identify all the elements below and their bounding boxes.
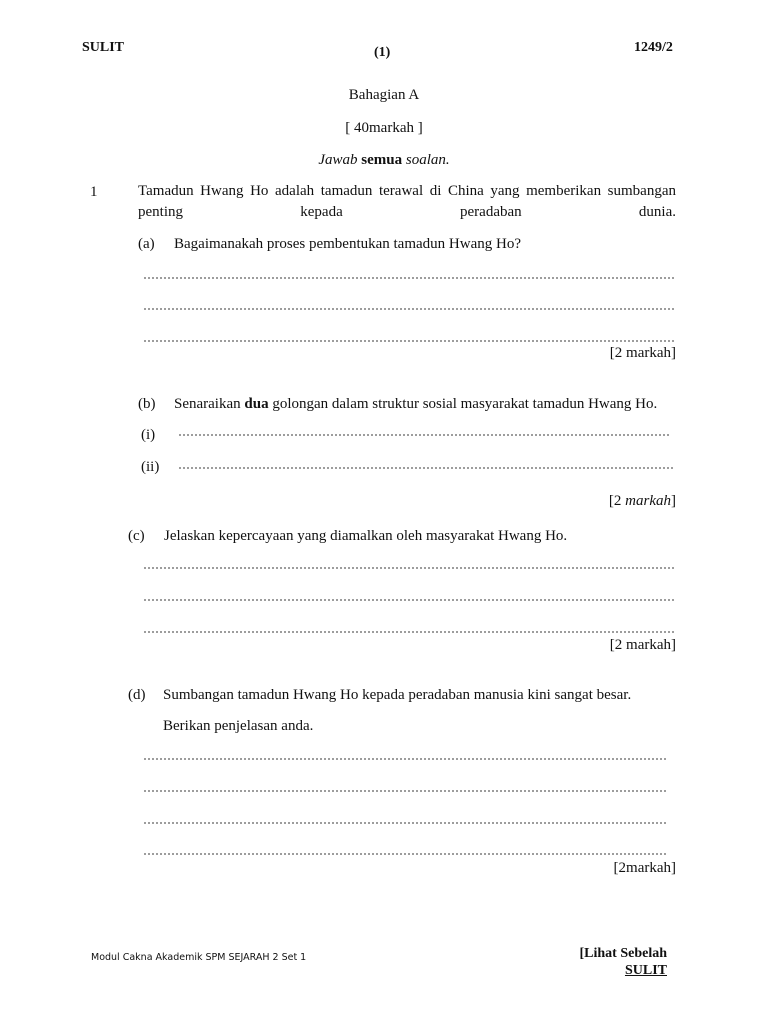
part-b-marks-close: ]	[671, 493, 676, 509]
instruction-semua: semua	[361, 152, 403, 168]
answer-line[interactable]	[178, 467, 675, 469]
answer-line[interactable]	[178, 434, 671, 436]
answer-line[interactable]	[143, 567, 676, 569]
answer-line[interactable]	[143, 599, 676, 601]
answer-line[interactable]	[143, 790, 667, 792]
question-stem-text: Tamadun Hwang Ho adalah tamadun terawal di China yang memberikan sumbangan penting kepada peradaban dunia.	[138, 183, 676, 220]
part-a-question: Bagaimanakah proses pembentukan tamadun Hwang Ho?	[174, 236, 521, 252]
part-d-question: Sumbangan tamadun Hwang Ho kepada peradaban manusia kini sangat besar.	[163, 687, 632, 703]
part-b-item-i-label: (i)	[141, 427, 156, 443]
answer-line[interactable]	[143, 822, 667, 824]
question-number: 1	[90, 184, 98, 200]
part-a-marks: [2 markah]	[609, 345, 676, 361]
answer-line[interactable]	[143, 631, 676, 633]
section-title: Bahagian A	[348, 87, 420, 103]
footer-sulit: SULIT	[624, 963, 667, 978]
part-c-marks: [2 markah]	[609, 637, 676, 653]
paper-code: 1249/2	[634, 40, 673, 55]
part-d-label: (d)	[128, 687, 146, 703]
answer-line[interactable]	[143, 308, 676, 310]
part-b-text-after: golongan dalam struktur sosial masyarakat tamadun Hwang Ho.	[272, 396, 658, 412]
part-b-marks	[560, 493, 676, 510]
answer-line[interactable]	[143, 758, 667, 760]
part-b-question	[174, 395, 657, 413]
section-marks: [ 40markah ]	[345, 120, 423, 136]
part-a-label: (a)	[138, 236, 155, 252]
answer-line[interactable]	[143, 277, 676, 279]
part-d-instruction: Berikan penjelasan anda.	[163, 718, 314, 734]
footer-lihat-sebelah: [Lihat Sebelah	[579, 946, 667, 961]
header-sulit: SULIT	[82, 40, 125, 55]
part-c-question: Jelaskan kepercayaan yang diamalkan oleh masyarakat Hwang Ho.	[164, 528, 568, 544]
part-b-marks-open: [2	[608, 493, 622, 509]
answer-line[interactable]	[143, 853, 667, 855]
footer-module: Modul Cakna Akademik SPM SEJARAH 2 Set 1	[91, 952, 307, 963]
part-c-label: (c)	[128, 528, 145, 544]
answer-line[interactable]	[143, 340, 676, 342]
part-b-text-before: Senaraikan	[174, 396, 241, 412]
section-instruction	[0, 151, 768, 169]
part-b-label: (b)	[138, 396, 156, 412]
instruction-soalan: soalan.	[405, 152, 450, 168]
instruction-jawab: Jawab	[318, 152, 358, 168]
page-number: (1)	[374, 45, 391, 60]
part-b-item-ii-label: (ii)	[141, 459, 160, 475]
part-d-marks: [2markah]	[613, 860, 676, 876]
part-b-text-bold: dua	[244, 396, 269, 412]
part-b-marks-word: markah	[625, 493, 671, 509]
